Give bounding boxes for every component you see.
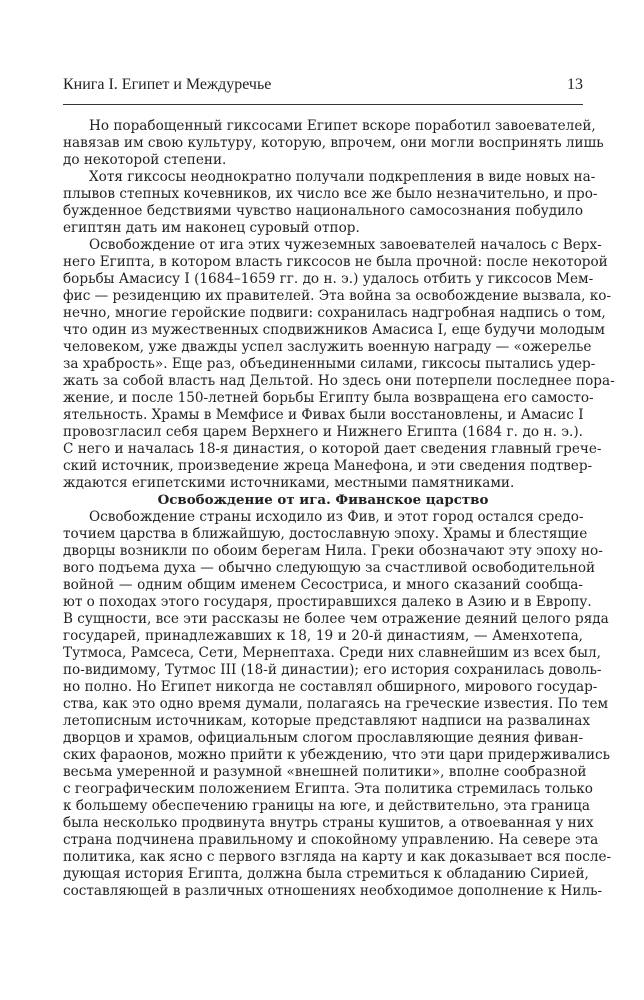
- text-line: человеком, уже дважды успел заслужить военную награду — «ожерелье: [63, 339, 592, 355]
- text-line: Освобождение от ига этих чужеземных завоевателей началось с Верх-: [89, 237, 602, 253]
- text-line: точием царства в ближайшую, достославную эпоху. Храмы и блестящие: [63, 526, 588, 542]
- text-line: государей, принадлежавших к 18, 19 и 20-й династиям, — Аменхотепа,: [63, 628, 583, 644]
- text-line: нечно, многие геройские подвиги: сохранилась надгробная надпись о том,: [63, 305, 606, 321]
- text-line: борьбы Амасису I (1684–1659 гг. до н. э.) удалось отбить у гиксосов Мем-: [63, 271, 594, 287]
- running-header-title: Книга I. Египет и Междуречье: [63, 76, 272, 93]
- text-line: фис — резиденцию их правителей. Эта война за освобождение вызвала, ко-: [63, 288, 612, 304]
- text-line: весьма умеренной и разумной «внешней политики», вполне сообразной: [63, 764, 587, 780]
- text-line: египтян дать им наконец суровый отпор.: [63, 220, 360, 236]
- text-line: дворцы возникли по обоим берегам Нила. Греки обозначают эту эпоху но-: [63, 543, 603, 559]
- text-line: по-видимому, Тутмос III (18-й династии); его история сохранилась доволь-: [63, 662, 602, 678]
- text-line: жение, и после 150-летней борьбы Египту была возвращена его самосто-: [63, 390, 594, 406]
- text-line: летописным источникам, которые представляют надписи на развалинах: [63, 713, 591, 729]
- text-line: ства, как это одно время думали, полагаясь на греческие известия. По тем: [63, 696, 609, 712]
- text-line: к большему обеспечению границы на юге, и действительно, эта граница: [63, 798, 590, 814]
- running-header: [63, 76, 583, 98]
- text-line: что один из мужественных сподвижников Амасиса I, еще будучи молодым: [63, 322, 605, 338]
- page-body: [63, 118, 615, 900]
- text-line: ский источник, произведение жреца Манефона, и эти сведения подтвер-: [63, 458, 593, 474]
- text-line: ских фараонов, можно прийти к убеждению, что эти цари придерживались: [63, 747, 611, 763]
- text-line: С него и началась 18-я династия, о которой дает сведения главный грече-: [63, 441, 602, 457]
- text-line: составляющей в различных отношениях необходимое дополнение к Ниль-: [63, 883, 603, 899]
- text-line: но полно. Но Египет никогда не составлял обширного, мирового государ-: [63, 679, 598, 695]
- paragraph: [63, 118, 604, 169]
- text-line: бужденное бедствиями чувство национального самосознания побудило: [63, 203, 583, 219]
- page-number: 13: [567, 76, 583, 93]
- text-line: Хотя гиксосы неоднократно получали подкрепления в виде новых на-: [89, 169, 596, 185]
- text-line: жать за собой власть над Дельтой. Но здесь они потерпели последнее пора-: [63, 373, 615, 389]
- text-line: за храбрость». Еще раз, объединенными силами, гиксосы пытались удер-: [63, 356, 596, 372]
- text-line: Тутмоса, Рамсеса, Сети, Мернептаха. Среди них славнейшим из всех был,: [63, 645, 601, 661]
- paragraph: [63, 509, 612, 900]
- text-line: навязав им свою культуру, которую, впрочем, они могли воспринять лишь: [63, 135, 604, 151]
- text-line: Но порабощенный гиксосами Египет вскоре поработил завоевателей,: [89, 118, 596, 134]
- text-line: дующая история Египта, должна была стремиться к обладанию Сирией,: [63, 866, 589, 882]
- text-line: вого подъема духа — обычно следующую за счастливой освободительной: [63, 560, 596, 576]
- text-line: Освобождение страны исходило из Фив, и этот город остался средо-: [89, 509, 584, 525]
- text-line: страна подчинена правильному и спокойному управлению. На севере эта: [63, 832, 599, 848]
- paragraphs-before: [63, 118, 615, 492]
- paragraph: [63, 237, 615, 492]
- paragraph: [63, 169, 598, 237]
- text-line: ют о походах этого государя, простиравшихся далеко в Азию и в Европу.: [63, 594, 592, 610]
- text-line: ждаются египетскими источниками, местными памятниками.: [63, 475, 515, 491]
- header-rule: [63, 104, 583, 105]
- text-line: дворцов и храмов, официальным слогом прославляющие деяния фиван-: [63, 730, 584, 746]
- text-line: политика, как ясно с первого взгляда на карту и как доказывает вся после-: [63, 849, 612, 865]
- text-line: с географическим положением Египта. Эта политика стремилась только: [63, 781, 593, 797]
- text-line: него Египта, в котором власть гиксосов не была прочной: после некоторой: [63, 254, 608, 270]
- text-line: ятельность. Храмы в Мемфисе и Фивах были восстановлены, и Амасис I: [63, 407, 584, 423]
- text-line: провозгласил себя царем Верхнего и Нижнего Египта (1684 г. до н. э.).: [63, 424, 583, 440]
- section-heading: Освобождение от ига. Фиванское царство: [157, 492, 489, 508]
- text-line: В сущности, все эти рассказы не более чем отражение деяний целого ряда: [63, 611, 609, 627]
- text-line: была несколько продвинута внутрь страны кушитов, а отвоеванная у них: [63, 815, 594, 831]
- text-line: до некоторой степени.: [63, 152, 227, 168]
- paragraphs-after: [63, 509, 612, 900]
- text-line: войной — одним общим именем Сесостриса, и много сказаний сообща-: [63, 577, 583, 593]
- text-line: плывов степных кочевников, их число все же было незначительно, и про-: [63, 186, 598, 202]
